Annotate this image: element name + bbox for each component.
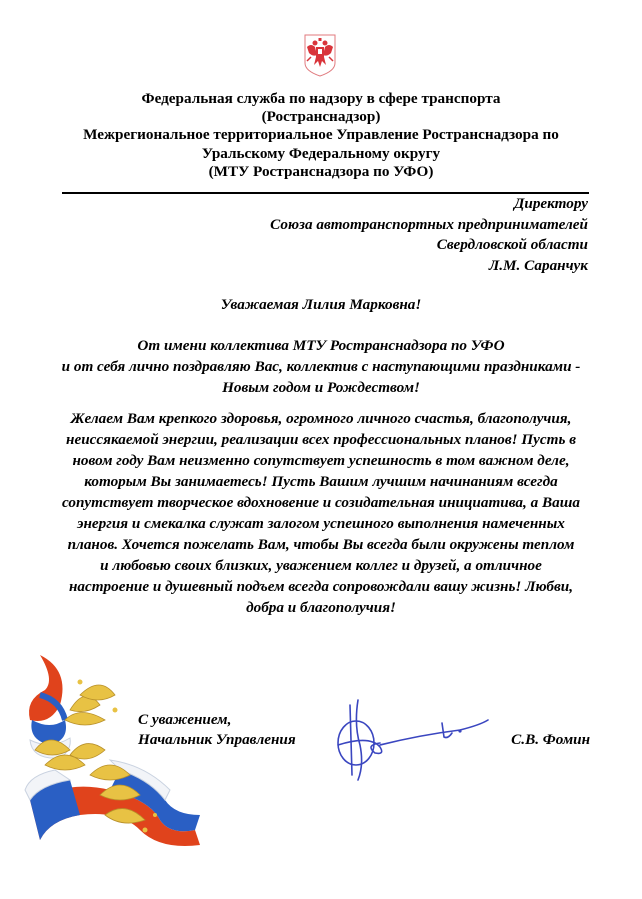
wishes-line: которым Вы занимаетесь! Пусть Вашим лучшим начинаниям всегда [84, 473, 558, 490]
department-name-line1: Межрегиональное территориальное Управление Ространснадзора по [83, 126, 559, 144]
intro-line: Новым годом и Рождеством! [222, 379, 420, 396]
wishes-line: планов. Хочется пожелать Вам, чтобы Вы всегда были окружены теплом [67, 536, 575, 553]
wishes-line: энергия и смекалка служат залогом успешного выполнения намеченных [77, 515, 565, 532]
wishes-line: сопутствует творческое вдохновение и созидательная инициатива, а Ваша [62, 494, 580, 511]
closing-block [138, 710, 296, 750]
addressee-title: Директору [514, 195, 588, 212]
signer-name: С.В. Фомин [511, 731, 590, 748]
signer-position: Начальник Управления [138, 731, 296, 748]
salutation: Уважаемая Лилия Марковна! [220, 296, 422, 313]
agency-short-name: (Ространснадзор) [261, 108, 381, 126]
greeting-intro [40, 335, 602, 398]
wishes-line: добра и благополучия! [246, 599, 396, 616]
addressee-name: Л.М. Саранчук [488, 256, 588, 274]
closing-regards: С уважением, [138, 711, 232, 728]
addressee-region: Свердловской области [436, 236, 588, 253]
wishes-line: и любовью своих близких, уважением коллег и друзей, а отличное [100, 557, 542, 574]
wishes-paragraph [40, 408, 602, 618]
tricolor-ribbon-icon [10, 650, 210, 860]
agency-name: Федеральная служба по надзору в сфере транспорта [141, 90, 501, 107]
letterhead [40, 90, 602, 181]
department-name-line2: Уральскому Федеральному округу [201, 144, 441, 162]
addressee-block [270, 194, 588, 276]
wishes-line: неиссякаемой энергии, реализации всех профессиональных планов! Пусть в [66, 431, 576, 448]
intro-line: и от себя лично поздравляю Вас, коллектив с наступающими праздниками - [61, 358, 581, 375]
department-short-name: (МТУ Ространснадзора по УФО) [208, 162, 434, 180]
intro-line: От имени коллектива МТУ Ространснадзора по УФО [137, 337, 505, 354]
wishes-line: Желаем Вам крепкого здоровья, огромного личного счастья, благополучия, [70, 410, 572, 427]
wishes-line: настроение и душевный подъем всегда сопровождали вашу жизнь! Любви, [68, 578, 574, 595]
wishes-line: новом году Вам неизменно сопутствует успешность в том важном деле, [72, 452, 570, 469]
addressee-organization: Союза автотранспортных предпринимателей [270, 215, 588, 233]
coat-of-arms-icon [303, 33, 337, 77]
handwritten-signature [330, 695, 490, 785]
